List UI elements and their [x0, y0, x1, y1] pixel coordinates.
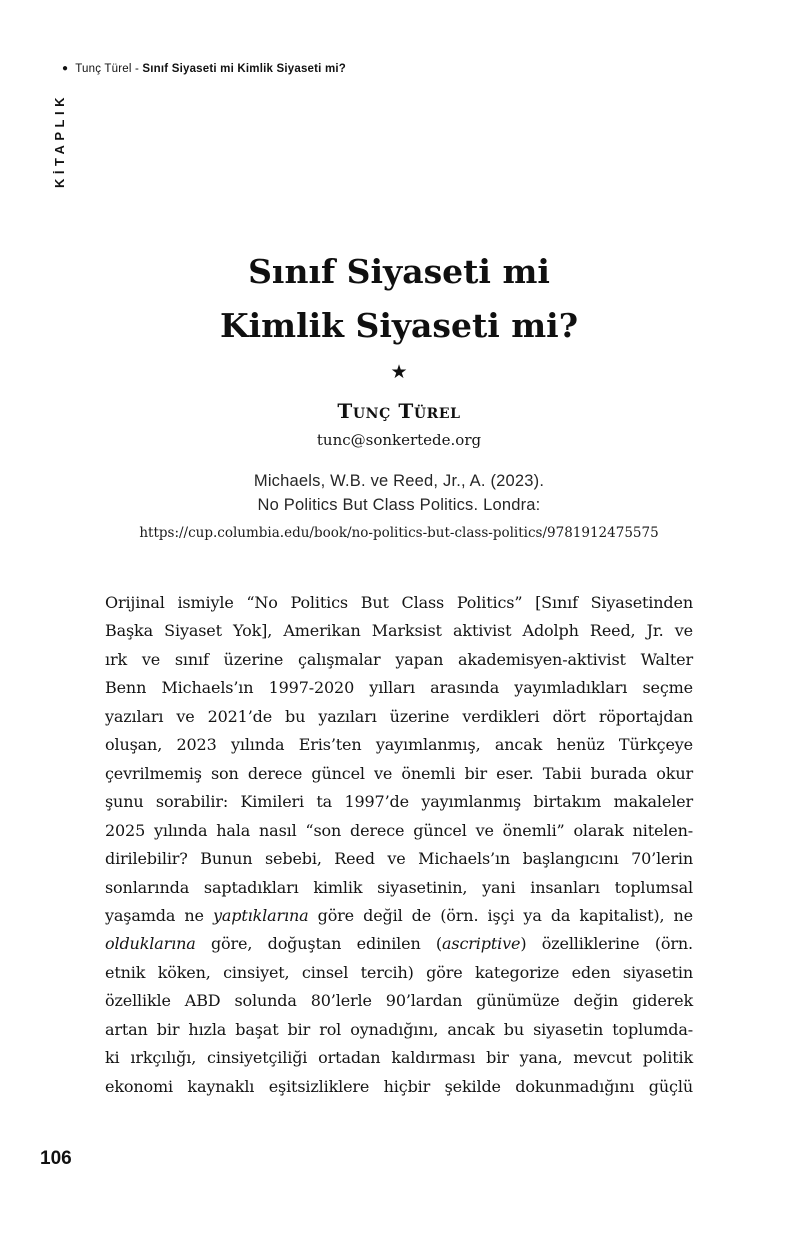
- body-line: olduklarına göre, doğuştan edinilen (ascriptive) özelliklerine (örn.: [105, 934, 693, 954]
- body-line: çevrilmemiş son derece güncel ve önemli bir eser. Tabii burada okur: [105, 763, 693, 783]
- author-email: tunc@sonkertede.org: [316, 431, 482, 449]
- author-name: Tunç Türel: [337, 399, 461, 423]
- article-title-line-2: Kimlik Siyaseti mi?: [219, 306, 579, 345]
- body-line: sonlarında saptadıkları kimlik siyasetinin, yani insanları toplumsal: [105, 877, 693, 897]
- body-line: Benn Michaels’ın 1997-2020 yılları arasında yayımladıkları seçme: [105, 678, 693, 698]
- body-line: Başka Siyaset Yok], Amerikan Marksist aktivist Adolph Reed, Jr. ve: [105, 621, 693, 641]
- body-line: ekonomi kaynaklı eşitsizliklere hiçbir şekilde dokunmadığını güçlü: [105, 1076, 693, 1096]
- citation-url: https://cup.columbia.edu/book/no-politics-but-class-politics/9781912475575: [139, 525, 659, 541]
- body-line: şunu sorabilir: Kimileri ta 1997’de yayımlanmış birtakım makaleler: [105, 792, 693, 812]
- body-line: yazıları ve 2021’de bu yazıları üzerine verdikleri dört röportajdan: [105, 706, 693, 726]
- citation-line-1: Michaels, W.B. ve Reed, Jr., A. (2023).: [253, 472, 545, 490]
- article-title: [0, 245, 798, 353]
- body-line: oluşan, 2023 yılında Eris’ten yayımlanmış, ancak henüz Türkçeye: [105, 735, 693, 755]
- body-line: etnik köken, cinsiyet, cinsel tercih) göre kategorize eden siyasetin: [105, 962, 693, 982]
- body-line: yaşamda ne yaptıklarına göre değil de (örn. işçi ya da kapitalist), ne: [105, 905, 693, 925]
- header-article-title: Sınıf Siyaseti mi Kimlik Siyaseti mi?: [142, 63, 347, 75]
- body-line: dirilebilir? Bunun sebebi, Reed ve Michaels’ın başlangıcını 70’lerin: [105, 849, 693, 869]
- section-label-kitaplik: KİTAPLIK: [52, 93, 67, 188]
- article-title-line-1: Sınıf Siyaseti mi: [248, 252, 550, 291]
- body-line: ırk ve sınıf üzerine çalışmalar yapan akademisyen-aktivist Walter: [105, 649, 693, 669]
- body-line: ki ırkçılığı, cinsiyetçiliği ortadan kaldırması bir yana, mevcut politik: [105, 1048, 693, 1068]
- body-line: özellikle ABD solunda 80’lerle 90’lardan günümüze değin giderek: [105, 991, 693, 1011]
- body-line: Orijinal ismiyle “No Politics But Class Politics” [Sınıf Siyasetinden: [105, 593, 693, 612]
- page-number: 106: [40, 1148, 72, 1169]
- header-bullet-icon: ●: [62, 63, 69, 74]
- header-author: Tunç Türel -: [75, 63, 143, 75]
- book-citation: [0, 469, 798, 517]
- body-paragraph: [105, 589, 693, 1101]
- star-divider-icon: ★: [390, 361, 408, 383]
- body-line: 2025 yılında hala nasıl “son derece güncel ve önemli” olarak nitelen-: [105, 820, 693, 840]
- body-line: artan bir hızla başat bir rol oynadığını, ancak bu siyasetin toplumda-: [105, 1019, 693, 1039]
- citation-line-2: No Politics But Class Politics. Londra:: [257, 496, 541, 514]
